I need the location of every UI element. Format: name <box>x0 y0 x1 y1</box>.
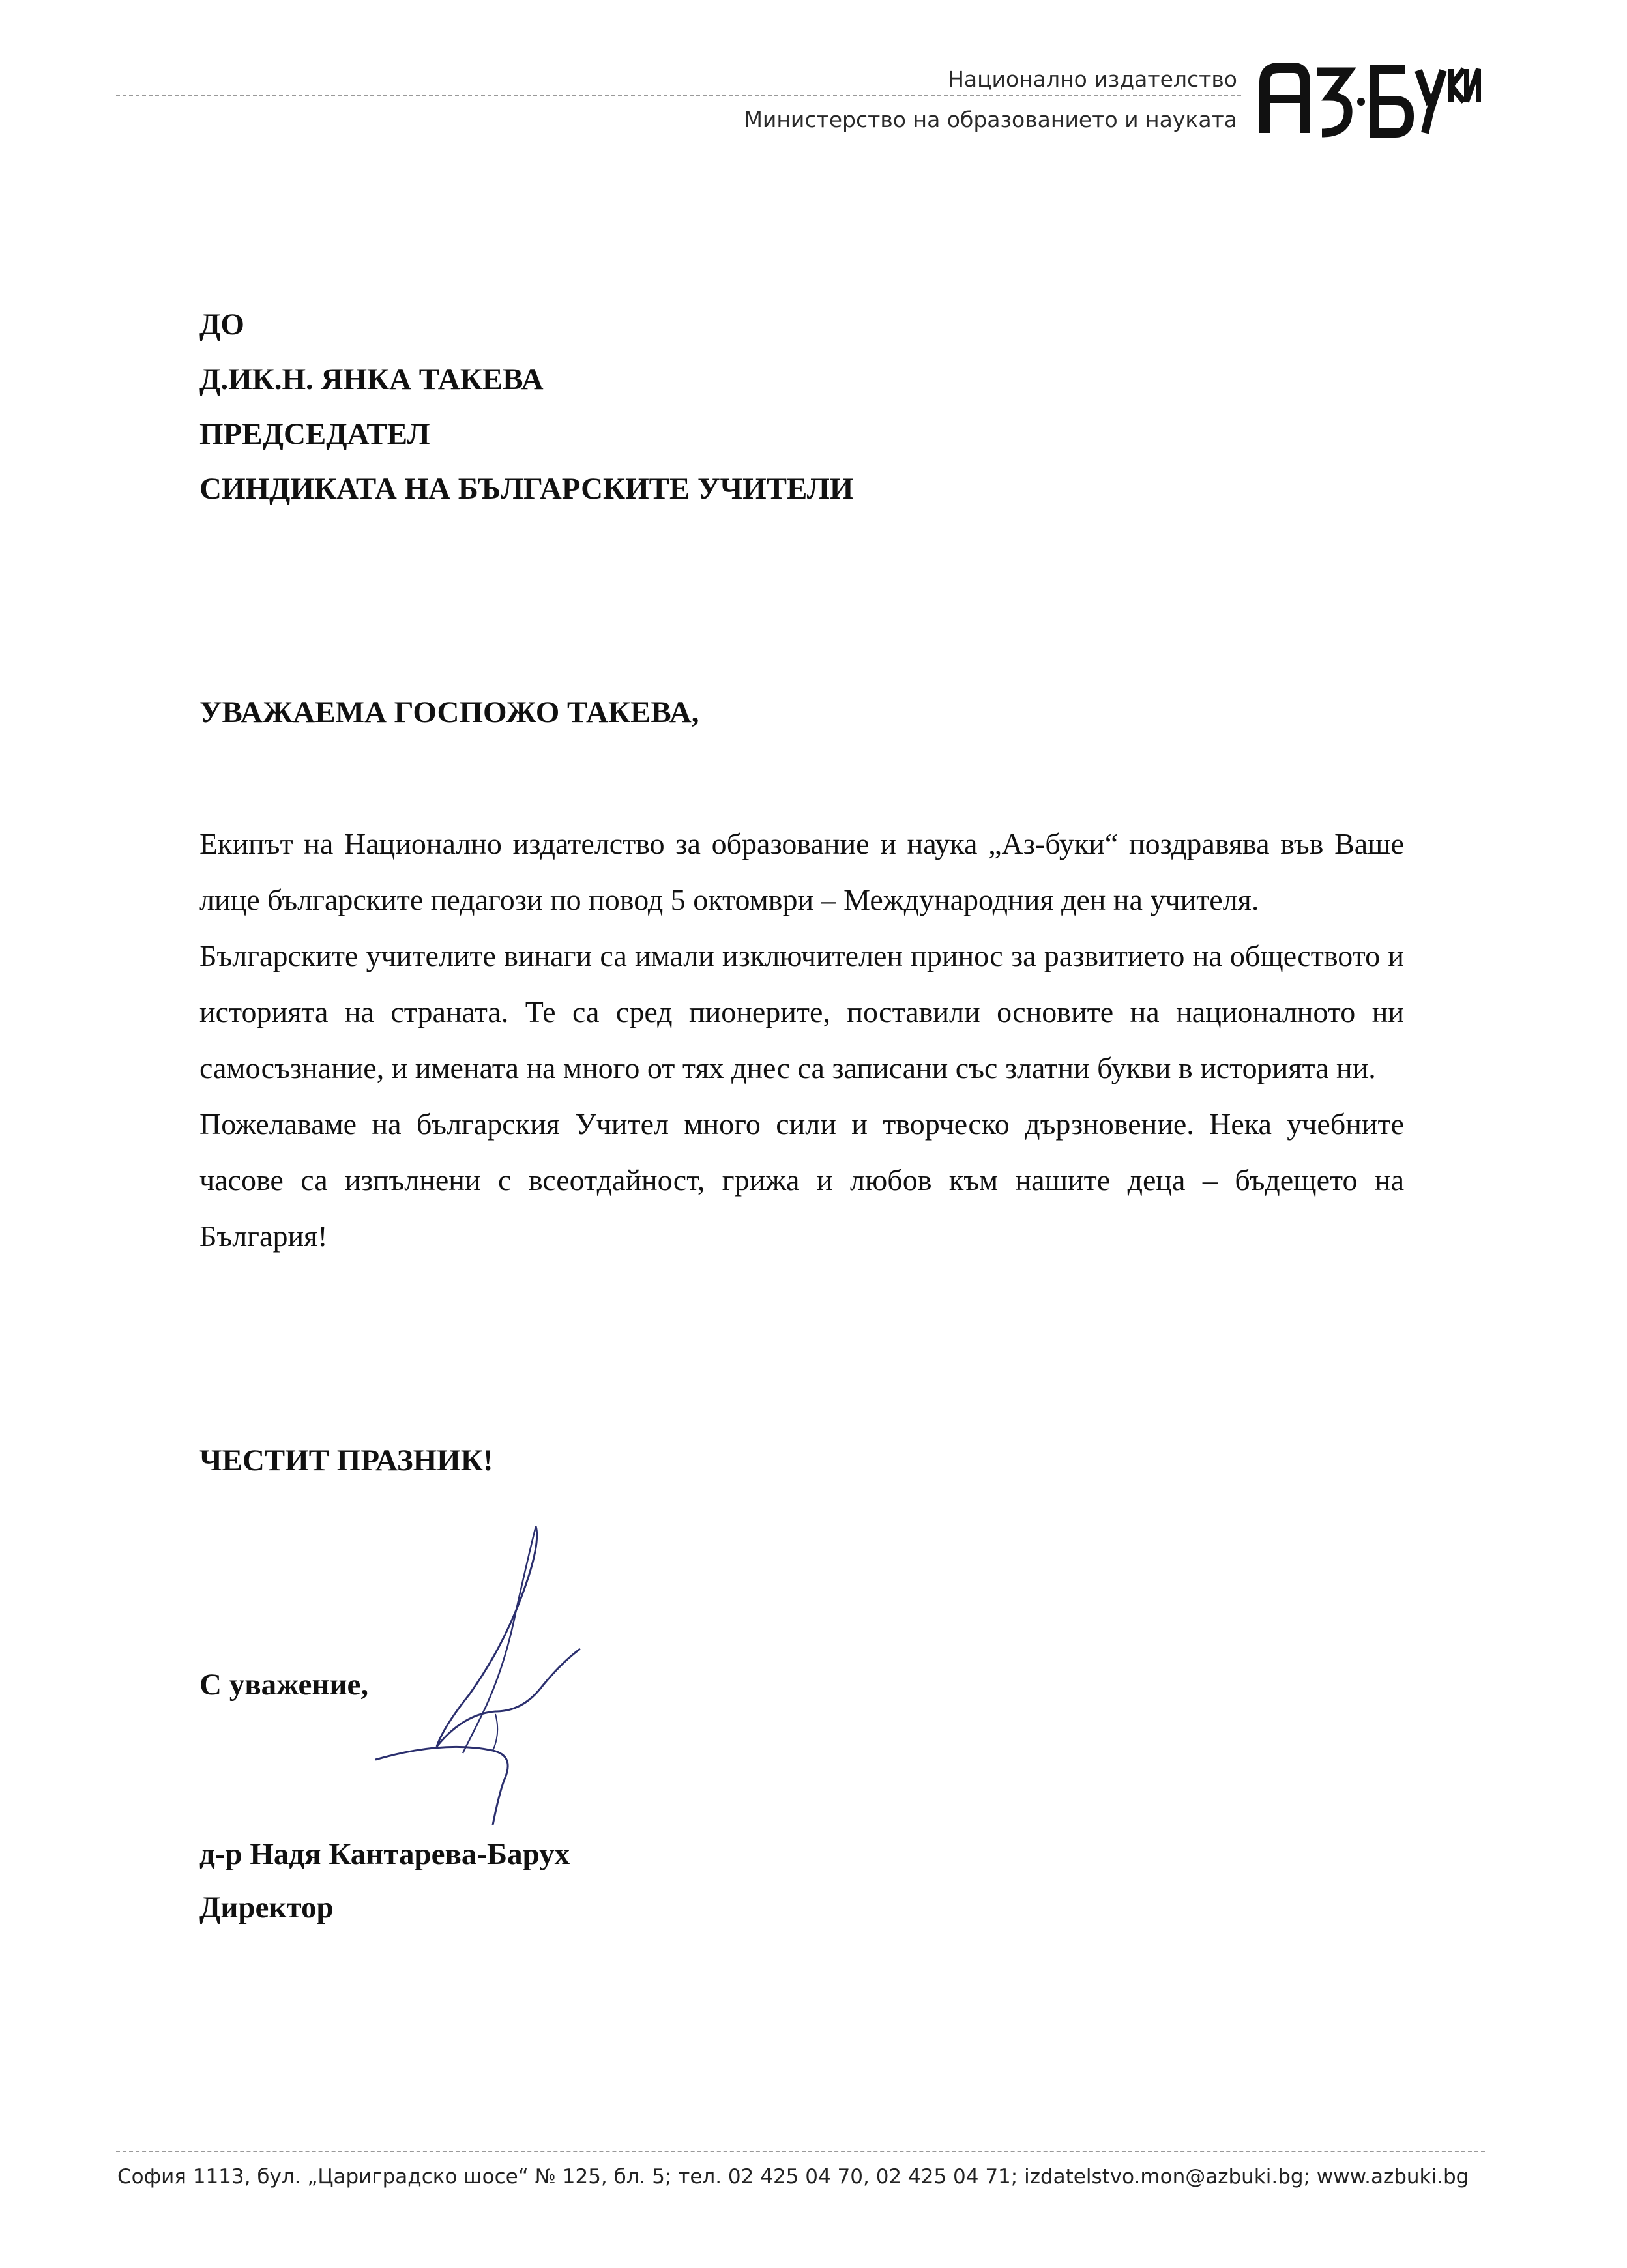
header-rule <box>116 95 1241 96</box>
closing: С уважение, <box>199 1668 369 1702</box>
ministry-line: Министерство на образованието и науката <box>744 107 1237 132</box>
recipient-line: СИНДИКАТА НА БЪЛГАРСКИТЕ УЧИТЕЛИ <box>199 472 854 506</box>
publisher-line: Национално издателство <box>948 66 1237 92</box>
holiday-greeting: ЧЕСТИТ ПРАЗНИК! <box>199 1444 493 1477</box>
azbuki-logo <box>1259 56 1481 141</box>
handwritten-signature <box>365 1519 626 1844</box>
recipient-line: Д.ИК.Н. ЯНКА ТАКЕВА <box>199 362 544 396</box>
recipient-line: ДО <box>199 308 244 342</box>
body-paragraph: Българските учителите винаги са имали изключителен принос за развитието на обществото и историята на страната. Те са сред пионерите, поставили основите на националното ни самосъзнание, и имената на много от тях днес са записани със златни букви в историята ни. <box>199 939 1404 1084</box>
footer-rule <box>116 2151 1485 2152</box>
salutation: УВАЖАЕМА ГОСПОЖО ТАКЕВА, <box>199 695 699 729</box>
letter-body <box>199 816 1404 1264</box>
signatory-name: д-р Надя Кантарева-Барух <box>199 1837 570 1871</box>
recipient-block <box>199 297 853 516</box>
signatory-title: Директор <box>199 1891 334 1925</box>
body-paragraph: Пожелаваме на българския Учител много сили и творческо дързновение. Нека учебните часове са изпълнени с всеотдайност, грижа и любов към нашите деца – бъдещето на България! <box>199 1107 1404 1253</box>
recipient-line: ПРЕДСЕДАТЕЛ <box>199 417 430 451</box>
footer-contact: София 1113, бул. „Цариградско шосе“ № 125, бл. 5; тел. 02 425 04 70, 02 425 04 71; izdatelstvo.mon@azbuki.bg; www.azbuki.bg <box>117 2165 1469 2188</box>
body-paragraph: Екипът на Национално издателство за образование и наука „Аз-буки“ поздравява във Ваше лице българските педагози по повод 5 октомври – Международния ден на учителя. <box>199 827 1404 916</box>
